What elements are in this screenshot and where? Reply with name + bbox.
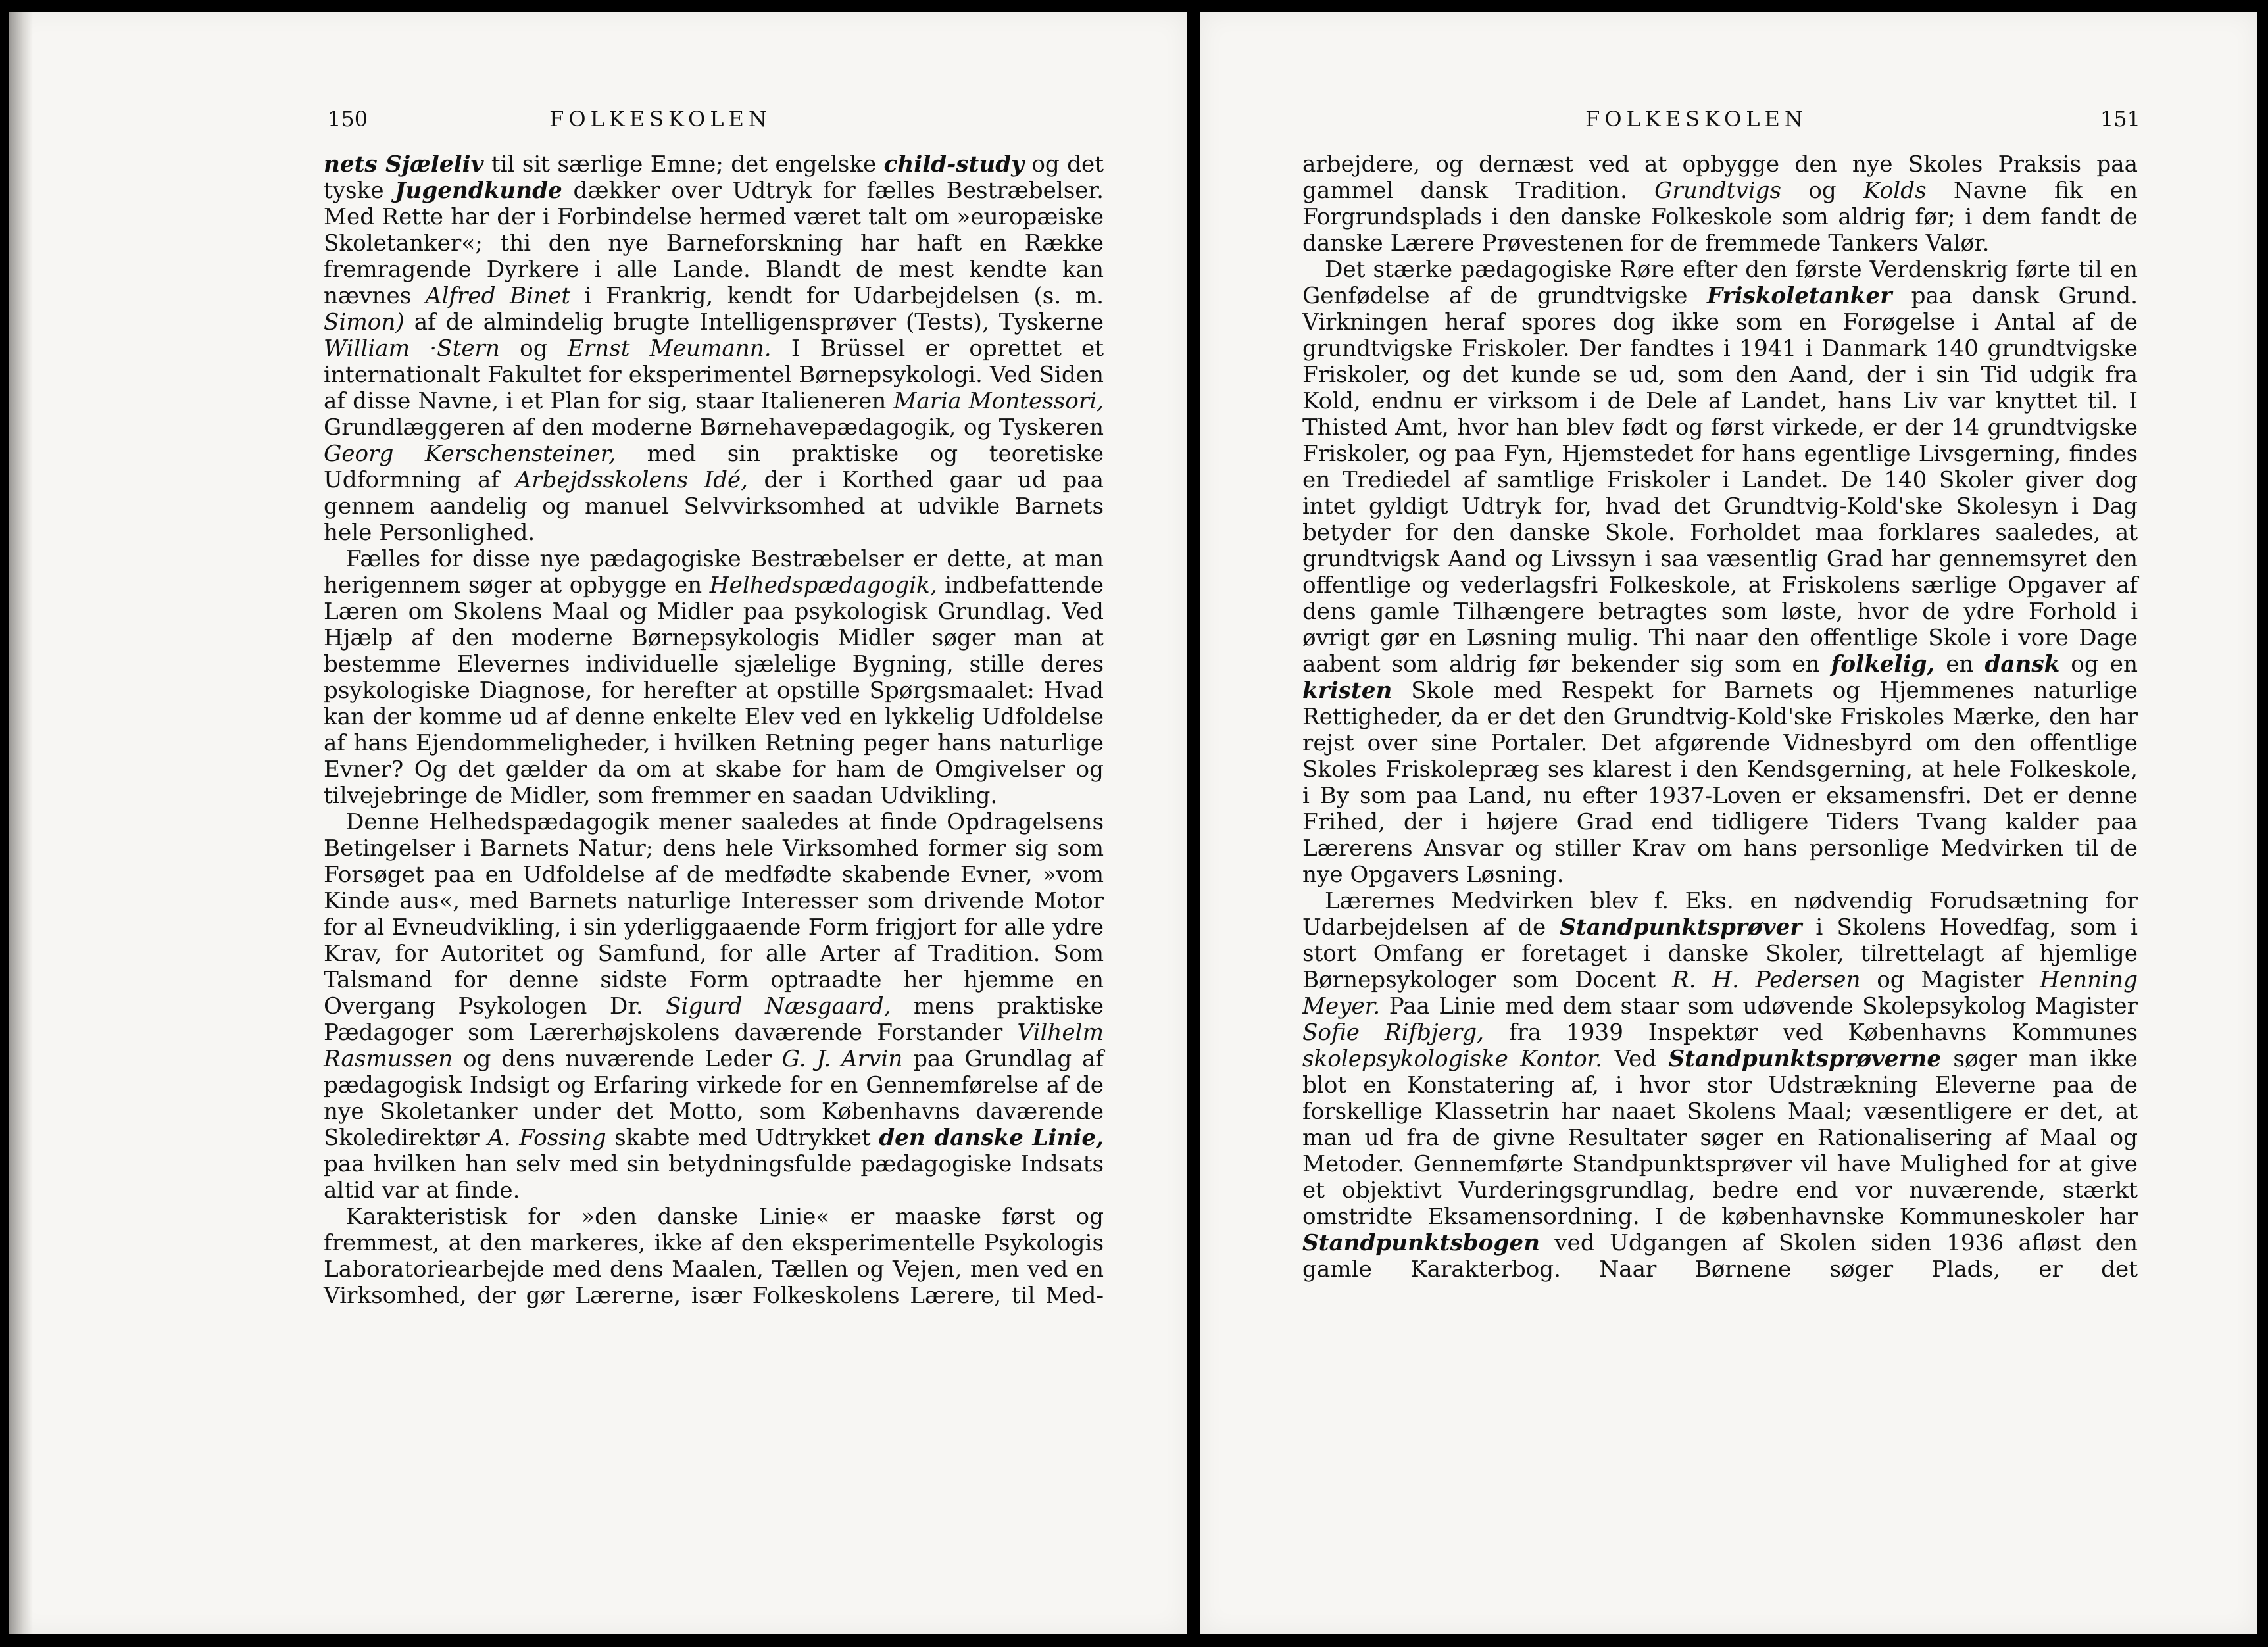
right-page-body — [1302, 151, 2138, 1283]
emphasis-text: Jugendkunde — [395, 178, 562, 204]
emphasis-text: A. Fossing — [487, 1125, 606, 1151]
body-text: ved Udgangen af Skolen siden 1936 afløst den gamle Karakterbog. Naar Børnene søger Plads, er det — [1302, 1230, 2138, 1283]
body-text: Lærernes Medvirken blev f. Eks. en nødvendig Forudsætning for Udarbejdelsen af de — [1302, 888, 2138, 941]
paragraph — [324, 809, 1104, 1204]
emphasis-text: Friskoletanker — [1706, 283, 1892, 309]
body-text: af de almindelig brugte Intelligensprøver (Tests), Tyskerne — [404, 309, 1104, 335]
body-text: søger man ikke blot en Konstatering af, i hvor stor Udstrækning Eleverne paa de forskellige Klassetrin har naaet Skolens Maal; væsentligere er det, at man ud fra de givne Resultater søger en Rationalisering af Maal og Metoder. Gennemførte Standpunktsprøver vil have Mulighed for at give et objektivt Vurderingsgrundlag, bedre end vor nuværende, stærkt omstridte Eksamensordning. I de københavnske Kommuneskoler har — [1302, 1046, 2138, 1230]
emphasis-text: Standpunktsprøverne — [1668, 1046, 1942, 1072]
emphasis-text: Arbejdsskolens Idé, — [515, 467, 749, 493]
emphasis-text: R. H. Pedersen — [1671, 967, 1861, 993]
body-text: og Magister — [1860, 967, 2040, 993]
emphasis-text: Maria Montessori, — [893, 388, 1104, 414]
emphasis-text: Sofie Rifbjerg, — [1302, 1020, 1484, 1046]
body-text: paa hvilken han selv med sin betydningsfulde pædagogiske Indsats altid var at finde. — [324, 1151, 1104, 1204]
emphasis-text: nets Sjæleliv — [324, 151, 484, 178]
emphasis-text: Sigurd Næsgaard, — [666, 993, 891, 1020]
emphasis-text: Henning Meyer. — [1302, 967, 2138, 1020]
body-text: Fælles for disse nye pædagogiske Bestræbelser er dette, at man herigennem søger at opbygge en — [324, 546, 1104, 599]
right-page — [1200, 12, 2257, 1634]
body-text: indbefattende Læren om Skolens Maal og Midler paa psykologisk Grundlag. Ved Hjælp af den moderne Børnepsykologis Midler søger man at bestemme Elevernes individuelle sjælelige Bygning, stille deres psykologiske Diagnose, for herefter at opstille Spørgsmaalet: Hvad kan der komme ud af denne enkelte Elev ved en lykkelig Udfoldelse af hans Ejendommeligheder, i hvilken Retning peger hans naturlige Evner? Og det gælder da om at skabe for ham de Omgivelser og tilvejebringe de Midler, som fremmer en saadan Udvikling. — [324, 572, 1104, 809]
page-number-left: 150 — [328, 107, 368, 132]
body-text: Skole med Respekt for Barnets og Hjemmenes naturlige Rettigheder, da er det den Grundtvig-Kold'ske Friskoles Mærke, den har rejst over sine Portaler. Det afgørende Vidnesbyrd om den offentlige Skoles Friskolepræg ses klarest i den Kendsgerning, at hele Folkeskole, i By som paa Land, nu efter 1937-Loven er eksamensfri. Det er denne Frihed, der i højere Grad end tidligere Tiders Tvang kalder paa Lærerens Ansvar og stiller Krav om hans personlige Medvirken til de nye Opgavers Løsning. — [1302, 677, 2138, 888]
left-page — [9, 12, 1187, 1634]
body-text: med sin praktiske og teoretiske Udformning af — [324, 441, 1104, 493]
body-text: i Skolens Hovedfag, som i stort Omfang er foretaget i danske Skoler, tilrettelagt af hjemlige Børnepsykologer som Docent — [1302, 914, 2138, 993]
body-text: I Brüssel er oprettet et internationalt Fakultet for eksperimentel Børnepsykologi. Ved Siden af disse Navne, i et Plan for sig, staar Italieneren — [324, 335, 1104, 414]
body-text: og — [499, 335, 568, 362]
emphasis-text: child-study — [883, 151, 1024, 178]
body-text: paa Grundlag af pædagogisk Indsigt og Erfaring virkede for en Gennemførelse af de nye Skoletanker under det Motto, som Københavns daværende Skoledirektør — [324, 1046, 1104, 1151]
body-text: Det stærke pædagogiske Røre efter den første Verdenskrig førte til en Genfødelse af de grundtvigske — [1302, 257, 2138, 309]
emphasis-text: kristen — [1302, 677, 1393, 704]
emphasis-text: folkelig, — [1831, 651, 1935, 677]
body-text: og dens nuværende Leder — [453, 1046, 782, 1072]
body-text: og en — [2059, 651, 2138, 677]
paragraph — [1302, 257, 2138, 888]
body-text: en — [1935, 651, 1985, 677]
emphasis-text: William ·Stern — [324, 335, 500, 362]
left-page-header — [328, 103, 1098, 135]
body-text: Denne Helhedspædagogik mener saaledes at finde Opdragelsens Betingelser i Barnets Natur; dens hele Virksomhed former sig som Forsøget paa en Udfoldelse af de medfødte skabende Evner, »vom Kinde aus«, med Barnets naturlige Interesser som drivende Motor for al Evneudvikling, i sin yderliggaaende Form frigjort for alle ydre Krav, for Autoritet og Samfund, for alle Arter af Tradition. Som Talsmand for denne sidste Form optraadte her hjemme en Overgang Psykologen Dr. — [324, 809, 1104, 1020]
emphasis-text: Simon) — [324, 309, 405, 335]
body-text: fra 1939 Inspektør ved Københavns Kommunes — [1483, 1020, 2138, 1046]
body-text: Paa Linie med dem staar som udøvende Skolepsykolog Magister — [1380, 993, 2138, 1020]
body-text: til sit særlige Emne; det engelske — [483, 151, 884, 178]
emphasis-text: Grundtvigs — [1654, 178, 1782, 204]
body-text: Grundlæggeren af den moderne Børnehavepædagogik, og Tyskeren — [324, 414, 1104, 441]
paragraph — [324, 546, 1104, 809]
running-head-left: FOLKESKOLEN — [549, 107, 772, 132]
left-page-body — [324, 151, 1104, 1309]
body-text: skabte med Udtrykket — [606, 1125, 879, 1151]
body-text: dækker over Udtryk for fælles Bestræbelser. Med Rette har der i Forbindelse hermed været talt om »europæiske Skoletanker«; thi den nye Barneforskning har haft en Række fremragende Dyrkere i alle Lande. Blandt de mest kendte kan nævnes — [324, 178, 1104, 309]
body-text: og — [1781, 178, 1864, 204]
body-text: Ved — [1602, 1046, 1669, 1072]
emphasis-text: Helhedspædagogik, — [709, 572, 937, 599]
body-text: arbejdere, og dernæst ved at opbygge den nye Skoles Praksis paa gammel dansk Tradition. — [1302, 151, 2138, 204]
body-text: mens praktiske Pædagoger som Lærerhøjskolens daværende Forstander — [324, 993, 1104, 1046]
book-gutter — [1187, 0, 1200, 1647]
body-text: Navne fik en Forgrundsplads i den danske Folkeskole som aldrig før; i dem fandt de danske Lærere Prøvestenen for de fremmede Tankers Valør. — [1302, 178, 2138, 257]
body-text: Karakteristisk for »den danske Linie« er maaske først og fremmest, at den markeres, ikke af den eksperimentelle Psykologis Laboratoriearbejde med dens Maalen, Tællen og Vejen, men ved en Virksomhed, der gør Lærerne, især Folkeskolens Lærere, til Med- — [324, 1204, 1104, 1309]
emphasis-text: dansk — [1985, 651, 2060, 677]
body-text: paa dansk Grund. Virkningen heraf spores dog ikke som en Forøgelse i Antal af de grundtvigske Friskoler. Der fandtes i 1941 i Danmark 140 grundtvigske Friskoler, og det kunde se ud, som den Aand, der i sin Tid udgik fra Kold, endnu er virksom i de Dele af Landet, hans Liv var knyttet til. I Thisted Amt, hvor han blev født og først virkede, er der 14 grundtvigske Friskoler, og paa Fyn, Hjemstedet for hans egentlige Livsgerning, findes en Trediedel af samtlige Friskoler i Landet. De 140 Skoler giver dog intet gyldigt Udtryk for, hvad det Grundtvig-Kold'ske Skolesyn i Dag betyder for den danske Skole. Forholdet maa forklares saaledes, at grundtvigsk Aand og Livssyn i saa væsentlig Grad har gennemsyret den offentlige og vederlagsfri Folkeskole, at Friskolens særlige Opgaver af dens gamle Tilhængere betragtes som løste, hvor de ydre Forhold i øvrigt gør en Løsning mulig. Thi naar den offentlige Skole i vore Dage aabent som aldrig før bekender sig som en — [1302, 283, 2138, 677]
running-head-right: FOLKESKOLEN — [1585, 107, 1808, 132]
emphasis-text: Vilhelm Rasmussen — [324, 1020, 1104, 1072]
paragraph — [324, 1204, 1104, 1309]
paragraph — [324, 151, 1104, 546]
page-number-right: 151 — [2100, 107, 2140, 132]
emphasis-text: Standpunktsbogen — [1302, 1230, 1540, 1256]
paragraph — [1302, 888, 2138, 1283]
emphasis-text: Georg Kerschensteiner, — [324, 441, 616, 467]
emphasis-text: Ernst Meumann. — [567, 335, 772, 362]
emphasis-text: Kolds — [1863, 178, 1927, 204]
body-text: og det tyske — [324, 151, 1104, 204]
emphasis-text: skolepsykologiske Kontor. — [1302, 1046, 1603, 1072]
paragraph — [1302, 151, 2138, 257]
emphasis-text: Alfred Binet — [425, 283, 571, 309]
body-text: der i Korthed gaar ud paa gennem aandelig og manuel Selvvirksomhed at udvikle Barnets hele Personlighed. — [324, 467, 1104, 546]
emphasis-text: den danske Linie, — [879, 1125, 1104, 1151]
right-page-header — [1298, 103, 2140, 135]
emphasis-text: Standpunktsprøver — [1560, 914, 1802, 941]
body-text: i Frankrig, kendt for Udarbejdelsen (s. m. — [570, 283, 1104, 309]
emphasis-text: G. J. Arvin — [781, 1046, 903, 1072]
